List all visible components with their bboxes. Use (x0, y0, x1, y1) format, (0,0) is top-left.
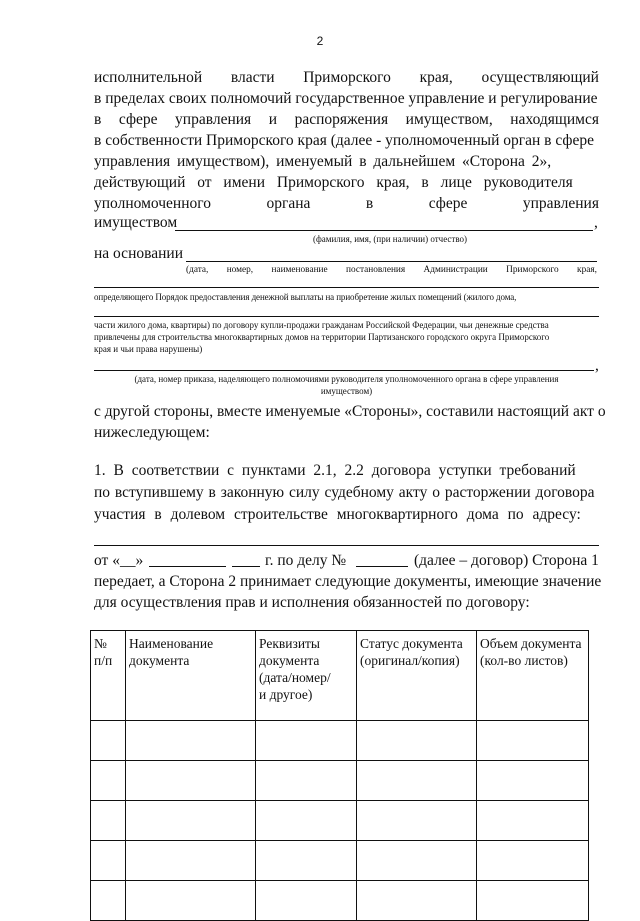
intro-line-2: в пределах своих полномочий государственное управление и регулирование (94, 90, 598, 107)
intro-line-8: имуществом (94, 214, 178, 231)
table-cell[interactable] (477, 881, 589, 921)
order-blank-line (94, 370, 594, 371)
word: в (94, 111, 102, 128)
word: Приморского (506, 265, 559, 275)
header-details: Реквизиты документа (дата/номер/ и другое) (256, 631, 357, 721)
table-cell[interactable] (91, 841, 126, 881)
word: сфере (428, 195, 468, 212)
basis-caption-1 (186, 264, 597, 276)
table-row (91, 881, 589, 921)
clause-line-1: 1. В соответствии с пунктами 2.1, 2.2 договора уступки требований (94, 462, 576, 479)
table-cell[interactable] (126, 801, 256, 841)
table-cell[interactable] (357, 801, 477, 841)
intro-line-5: управления имуществом), именуемый в дальнейшем «Сторона 2», (94, 153, 552, 170)
word: органа (266, 195, 311, 212)
header-status: Статус документа (оригинал/копия) (357, 631, 477, 721)
clause-line-5: передает, а Сторона 2 принимает следующие документы, имеющие значение (94, 573, 602, 590)
word: исполнительной (94, 69, 203, 86)
parties-line-2: нижеследующем: (94, 424, 210, 441)
parties-line-1: с другой стороны, вместе именуемые «Стороны», составили настоящий акт о (94, 403, 606, 420)
word: распоряжения (294, 111, 389, 128)
table-cell[interactable] (357, 841, 477, 881)
word: номер, (226, 265, 254, 275)
basis-caption-3: части жилого дома, квартиры) по договору купли-продажи гражданам Российской Федерации, чьи денежные средства (94, 320, 549, 330)
table-cell[interactable] (126, 881, 256, 921)
table-row (91, 841, 589, 881)
order-caption-1: (дата, номер приказа, наделяющего полномочиями руководителя уполномоченного органа в сфере управления (134, 374, 559, 384)
table-cell[interactable] (256, 801, 357, 841)
intro-line-6: действующий от имени Приморского края, в лице руководителя (94, 174, 573, 191)
word: находящимся (510, 111, 599, 128)
address-blank-line (94, 545, 599, 546)
header-volume: Объем документа (кол-во листов) (477, 631, 589, 721)
intro-line-7 (94, 194, 599, 214)
table-row (91, 801, 589, 841)
basis-caption-5: края и чьи права нарушены) (94, 344, 203, 354)
page-number: 2 (316, 34, 324, 48)
intro-line-1 (94, 68, 599, 88)
word: управления (522, 195, 599, 212)
basis-caption-2: определяющего Порядок предоставления денежной выплаты на приобретение жилых помещений (жилого дома, (94, 292, 517, 302)
case-label: г. по делу № (265, 552, 347, 569)
table-cell[interactable] (357, 761, 477, 801)
word: постановления (346, 265, 406, 275)
order-caption-2: имуществом) (320, 386, 373, 396)
table-row (91, 761, 589, 801)
name-caption: (фамилия, имя, (при наличии) отчество) (312, 234, 468, 244)
table-cell[interactable] (477, 761, 589, 801)
table-row (91, 721, 589, 761)
table-cell[interactable] (256, 721, 357, 761)
basis-line-3 (94, 316, 599, 317)
date-blank (149, 566, 226, 567)
case-number-blank (356, 566, 408, 567)
table-cell[interactable] (126, 841, 256, 881)
clause-line-2: по вступившему в законную силу судебному акту о расторжении договора (94, 484, 595, 501)
table-cell[interactable] (91, 881, 126, 921)
word: власти (230, 69, 275, 86)
word: уполномоченного (94, 195, 211, 212)
header-number: № п/п (91, 631, 126, 721)
intro-line-3 (94, 110, 599, 130)
word: управления (175, 111, 252, 128)
basis-blank-line (186, 261, 597, 262)
word: осуществляющий (481, 69, 599, 86)
table-cell[interactable] (256, 841, 357, 881)
table-header-row (91, 631, 589, 721)
intro-line-4: в собственности Приморского края (далее - уполномоченный орган в сфере (94, 132, 594, 149)
word: имуществом, (405, 111, 493, 128)
table-cell[interactable] (477, 841, 589, 881)
word: Администрации (423, 265, 488, 275)
table-cell[interactable] (256, 761, 357, 801)
table-cell[interactable] (91, 761, 126, 801)
table-cell[interactable] (477, 801, 589, 841)
word: (дата, (186, 265, 209, 275)
date-from: от «__» (94, 552, 144, 569)
table-cell[interactable] (126, 761, 256, 801)
name-blank-line (175, 230, 593, 231)
contract-note: (далее – договор) Сторона 1 (414, 552, 599, 569)
comma: , (595, 357, 599, 374)
word: в (365, 195, 374, 212)
basis-caption-4: привлечены для строительства многоквартирных домов на территории Партизанского городского округа Приморского (94, 332, 550, 342)
word: сфере (118, 111, 158, 128)
table-cell[interactable] (357, 721, 477, 761)
table-cell[interactable] (357, 881, 477, 921)
table-cell[interactable] (91, 801, 126, 841)
basis-line-2 (94, 287, 599, 288)
word: края, (419, 69, 453, 86)
word: и (268, 111, 278, 128)
table-cell[interactable] (477, 721, 589, 761)
table-cell[interactable] (126, 721, 256, 761)
table-cell[interactable] (91, 721, 126, 761)
table-cell[interactable] (256, 881, 357, 921)
clause-line-6: для осуществления прав и исполнения обязанностей по договору: (94, 594, 530, 611)
year-blank (232, 566, 260, 567)
documents-table (90, 630, 589, 921)
word: Приморского (303, 69, 391, 86)
comma: , (594, 214, 598, 231)
header-name: Наименование документа (126, 631, 256, 721)
word: края, (577, 265, 597, 275)
basis-label: на основании (94, 245, 183, 262)
word: наименование (271, 265, 328, 275)
clause-line-3: участия в долевом строительстве многоквартирного дома по адресу: (94, 506, 581, 523)
